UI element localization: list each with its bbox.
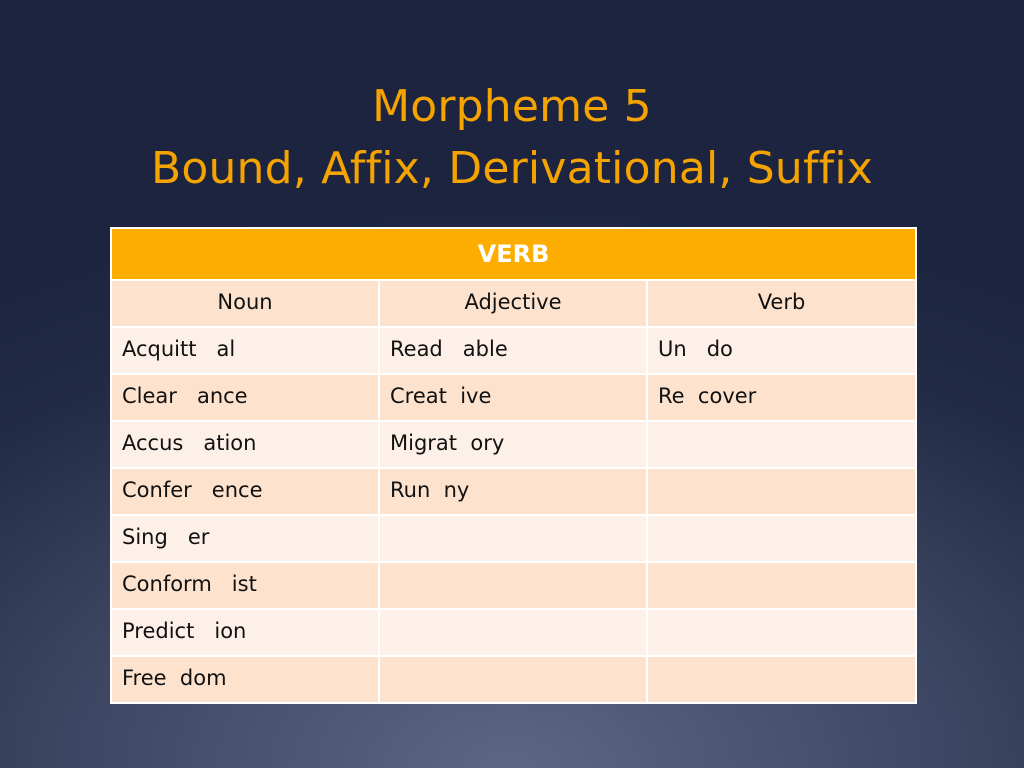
table-cell-noun: Clear ance: [111, 374, 379, 421]
column-header-noun: Noun: [111, 280, 379, 327]
table-cell-verb: [647, 468, 916, 515]
column-header-adjective: Adjective: [379, 280, 647, 327]
table-cell-noun: Free dom: [111, 656, 379, 703]
table-cell-noun: Accus ation: [111, 421, 379, 468]
table-row: [111, 327, 916, 374]
table-cell-noun: Acquitt al: [111, 327, 379, 374]
table-row: [111, 421, 916, 468]
table-row: [111, 656, 916, 703]
table-cell-adjective: Migrat ory: [379, 421, 647, 468]
table-cell-noun: Confer ence: [111, 468, 379, 515]
table-row: [111, 468, 916, 515]
table-row: [111, 562, 916, 609]
table-cell-verb: [647, 656, 916, 703]
table-cell-adjective: [379, 515, 647, 562]
table-cell-noun: Predict ion: [111, 609, 379, 656]
table-cell-adjective: [379, 656, 647, 703]
table-cell-noun: Sing er: [111, 515, 379, 562]
slide-title: [0, 76, 1024, 200]
column-header-verb: Verb: [647, 280, 916, 327]
table-row: [111, 374, 916, 421]
table-cell-noun: Conform ist: [111, 562, 379, 609]
table-cell-verb: [647, 609, 916, 656]
table-row: [111, 609, 916, 656]
table-cell-adjective: Creat ive: [379, 374, 647, 421]
table-cell-verb: [647, 562, 916, 609]
table-row: [111, 515, 916, 562]
table-cell-adjective: Read able: [379, 327, 647, 374]
table-caption: VERB: [111, 228, 916, 280]
table-cell-adjective: [379, 562, 647, 609]
table-cell-verb: [647, 421, 916, 468]
table-cell-adjective: [379, 609, 647, 656]
table-cell-verb: [647, 515, 916, 562]
table-header-row: [111, 280, 916, 327]
slide-title-line-1: Morpheme 5: [372, 81, 652, 132]
slide-title-line-2: Bound, Affix, Derivational, Suffix: [150, 143, 874, 194]
morpheme-table: [110, 227, 917, 704]
table-cell-verb: Un do: [647, 327, 916, 374]
table-cell-adjective: Run ny: [379, 468, 647, 515]
table-cell-verb: Re cover: [647, 374, 916, 421]
